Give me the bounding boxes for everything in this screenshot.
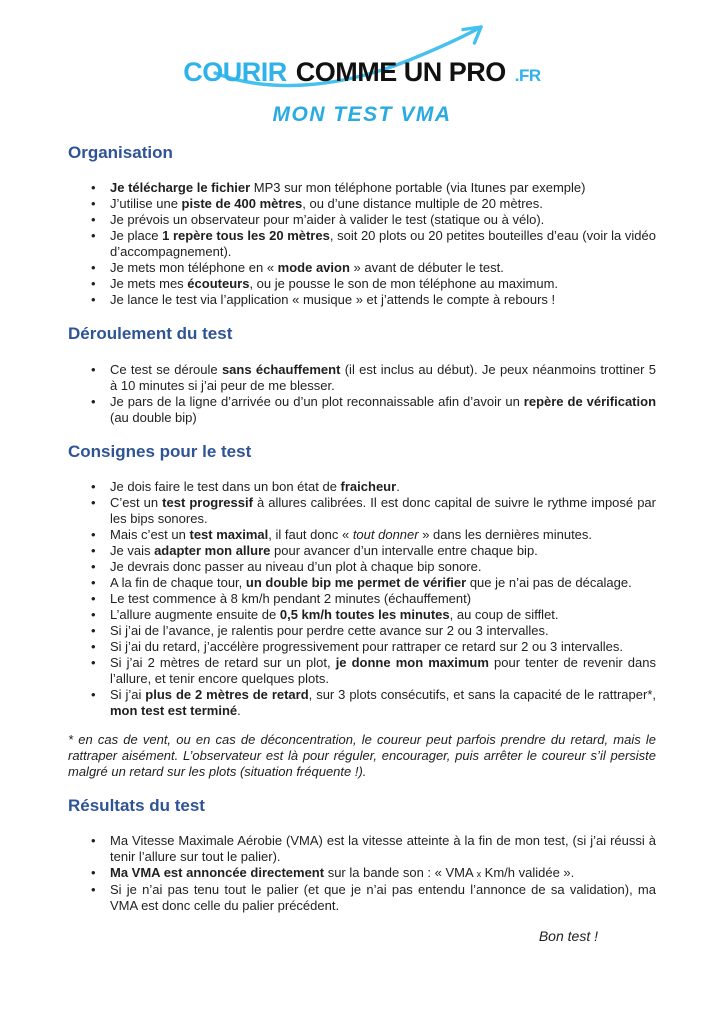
bullet-item [68,559,656,575]
bullet-item [68,212,656,228]
text-segment: , soit 20 plots ou 20 petites bouteilles d’eau (voir la vidéo d’accompagnement). [110,228,656,260]
bullet-item [68,228,656,260]
bullet-item [68,575,656,591]
text-segment: (il est inclus au début). Je peux néanmoins trottiner 5 à 10 minutes si j’ai peur de me blesser. [110,361,656,393]
bullet-item [68,479,656,495]
text-segment: , ou je pousse le son de mon téléphone au maximum. [249,276,559,292]
text-segment: L’allure augmente ensuite de [110,606,280,622]
section-heading: Déroulement du test [68,324,233,344]
logo-word-courir: COURIR [183,57,287,87]
text-segment: » dans les dernières minutes. [418,526,593,542]
bullet-item [68,362,656,394]
text-segment: tout donner [352,526,419,542]
text-segment: Je télécharge le fichier [110,180,251,196]
bullet-item [68,260,656,276]
text-segment: A la fin de chaque tour, [110,574,246,590]
sections [68,142,656,914]
bullet-item [68,292,656,308]
text-segment: repère de vérification [523,393,657,409]
text-segment: fraicheur [340,478,397,494]
text-segment: , au coup de sifflet. [449,606,559,622]
text-segment: Je dois faire le test dans un bon état de [110,478,341,494]
bullet-item [68,623,656,639]
logo-word-comme-un-pro: COMME UN PRO [295,57,506,87]
text-segment: C’est un [110,494,163,510]
text-segment: . [237,702,241,718]
bullet-list [68,362,656,426]
text-segment: pour avancer d’un intervalle entre chaque bip. [270,542,538,558]
text-segment: test maximal [189,526,269,542]
text-segment: , sur 3 plots consécutifs, et sans la capacité de le rattraper*, [308,686,656,702]
logo [68,22,656,86]
bullet-item [68,591,656,607]
text-segment: Je lance le test via l’application « musique » et j’attends le compte à rebours ! [110,292,556,308]
text-segment: Je mets mes [110,276,188,292]
bullet-item [68,833,656,865]
text-segment: pour tenter de revenir dans l’allure, et tenir encore quelques plots. [110,654,656,686]
text-segment: Je devrais donc passer au niveau d’un plot à chaque bip sonore. [110,558,482,574]
text-segment: Le test commence à 8 km/h pendant 2 minutes (échauffement) [110,590,472,606]
text-segment: » avant de débuter le test. [349,260,504,276]
bullet-item [68,607,656,623]
logo-text [183,59,540,86]
text-segment: que je n’ai pas de décalage. [466,574,632,590]
text-segment: mon test est terminé [110,702,238,718]
text-segment: un double bip me permet de vérifier [245,574,467,590]
text-segment: 1 repère tous les 20 mètres [162,228,330,244]
bullet-item [68,639,656,655]
text-segment: piste de 400 mètres [181,196,303,212]
text-segment: je donne mon maximum [335,654,489,670]
text-segment: adapter mon allure [154,542,271,558]
text-segment: J’utilise une [110,196,182,212]
text-segment: sans échauffement [221,361,341,377]
text-segment: Km/h validée ». [481,865,575,881]
text-segment: * en cas de vent, ou en cas de déconcentration, le coureur peut parfois prendre du retard, mais le rattraper aisément. L’observateur est là pour réguler, encourager, puis arrêter le coureur s’il persiste malgré un retard sur les plots (situation fréquente !). [68,731,656,779]
page-title: MON TEST VMA [272,103,452,126]
section-heading: Consignes pour le test [68,441,252,461]
closing-text: Bon test ! [538,928,598,945]
text-segment: , il faut donc « [268,526,353,542]
bullet-item [68,882,656,914]
text-segment: , ou d’une distance multiple de 20 mètres. [302,196,543,212]
text-segment: Je mets mon téléphone en « [110,260,278,276]
text-segment: test progressif [162,494,253,510]
text-segment: Si j’ai 2 mètres de retard sur un plot, [110,654,336,670]
bullet-list [68,833,656,914]
bullet-item [68,196,656,212]
text-segment: Si j’ai du retard, j’accélère progressivement pour rattraper ce retard sur 2 ou 3 intervalles. [110,638,624,654]
bullet-item [68,276,656,292]
text-segment: Si j’ai de l’avance, je ralentis pour perdre cette avance sur 2 ou 3 intervalles. [110,622,549,638]
bullet-item [68,495,656,527]
logo-word-fr: .FR [514,66,541,85]
text-segment: Ma Vitesse Maximale Aérobie (VMA) est la vitesse atteinte à la fin de mon test, (si j’ai réussi à tenir l’allure sur tout le palier). [110,833,656,865]
text-segment: Je place [110,228,163,244]
text-segment: Ce test se déroule [110,361,222,377]
bullet-item [68,655,656,687]
bullet-item [68,543,656,559]
text-segment: sur la bande son : « VMA [324,865,477,881]
text-segment: x [476,869,482,880]
text-segment: MP3 sur mon téléphone portable (via Itunes par exemple) [250,180,586,196]
section-heading: Organisation [68,143,173,163]
text-segment: écouteurs [187,276,250,292]
text-segment: Je pars de la ligne d’arrivée ou d’un plot reconnaissable afin d’avoir un [110,393,524,409]
bullet-item [68,394,656,426]
text-segment: Mais c’est un [110,526,190,542]
text-segment: à allures calibrées. Il est donc capital de suivre le rythme imposé par les bips sonores. [110,494,656,526]
bullet-item [68,687,656,719]
text-segment: . [396,478,400,494]
bullet-item [68,865,656,882]
text-segment: Si je n’ai pas tenu tout le palier (et que je n’ai pas entendu l’annonce de sa validation), ma VMA est donc celle du palier précédent. [110,882,656,914]
text-segment: Je vais [110,542,155,558]
text-segment: Si j’ai [110,686,146,702]
section-heading: Résultats du test [68,795,205,815]
text-segment: 0,5 km/h toutes les minutes [279,606,450,622]
text-segment: Je prévois un observateur pour m’aider à valider le test (statique ou à vélo). [110,212,545,228]
text-segment: plus de 2 mètres de retard [145,686,309,702]
bullet-item [68,527,656,543]
text-segment: Ma VMA est annoncée directement [110,865,325,881]
text-segment: mode avion [277,260,350,276]
bullet-item [68,180,656,196]
text-segment: (au double bip) [110,409,197,425]
bullet-list [68,180,656,308]
footnote [68,732,656,780]
bullet-list [68,479,656,719]
